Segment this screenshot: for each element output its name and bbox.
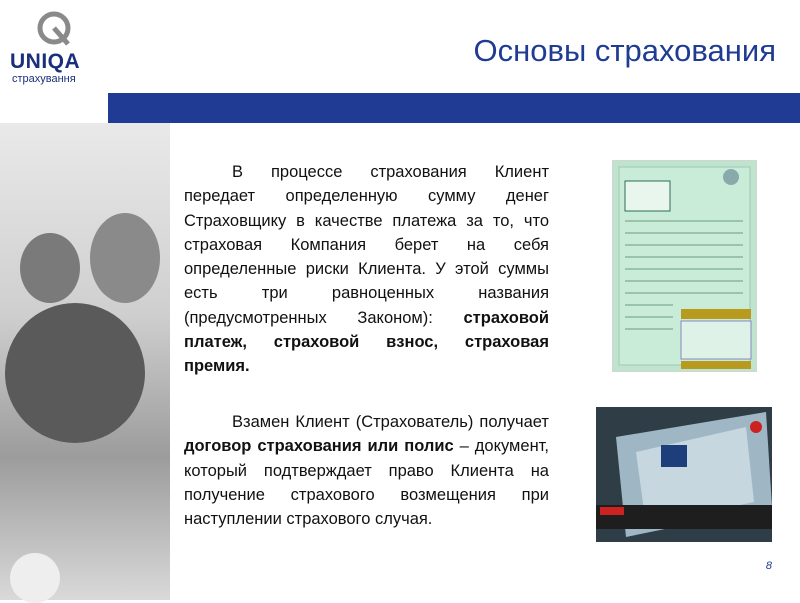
insurance-policy-image xyxy=(612,160,757,372)
logo-emblem-icon xyxy=(32,10,76,50)
header-band-main xyxy=(108,93,800,123)
header-band-left xyxy=(0,93,108,123)
team-photo xyxy=(0,123,170,600)
paragraph-payment-text: В процессе страхования Клиент передает определенную сумму денег Страховщику в качестве платежа за то, что страховая Компания берет на себя определенные риски Клиента. У этой суммы есть три равноценных названия (предусмотренных Законом): xyxy=(184,163,549,327)
logo-brand-text: UNIQA xyxy=(10,50,81,73)
paragraph-payment-bold: страховой платеж, страховой взнос, страховая премия. xyxy=(184,308,549,376)
paragraph-payment xyxy=(184,160,549,379)
paragraph-policy-bold: договор страхования или полис xyxy=(184,437,454,456)
paragraph-policy xyxy=(184,410,549,531)
company-logo xyxy=(10,10,94,85)
paragraph-policy-text-2: – документ, который подтверждает право Клиента на получение страхового возмещения при наступлении страхового случая. xyxy=(184,437,549,529)
header-band xyxy=(0,93,800,123)
paragraph-policy-text-1: Взамен Клиент (Страхователь) получает xyxy=(232,413,549,431)
page-number: 8 xyxy=(765,560,772,572)
logo-subtitle: страхування xyxy=(12,73,76,85)
page-title: Основы страхования xyxy=(473,33,776,68)
policy-photo-image xyxy=(596,407,772,542)
